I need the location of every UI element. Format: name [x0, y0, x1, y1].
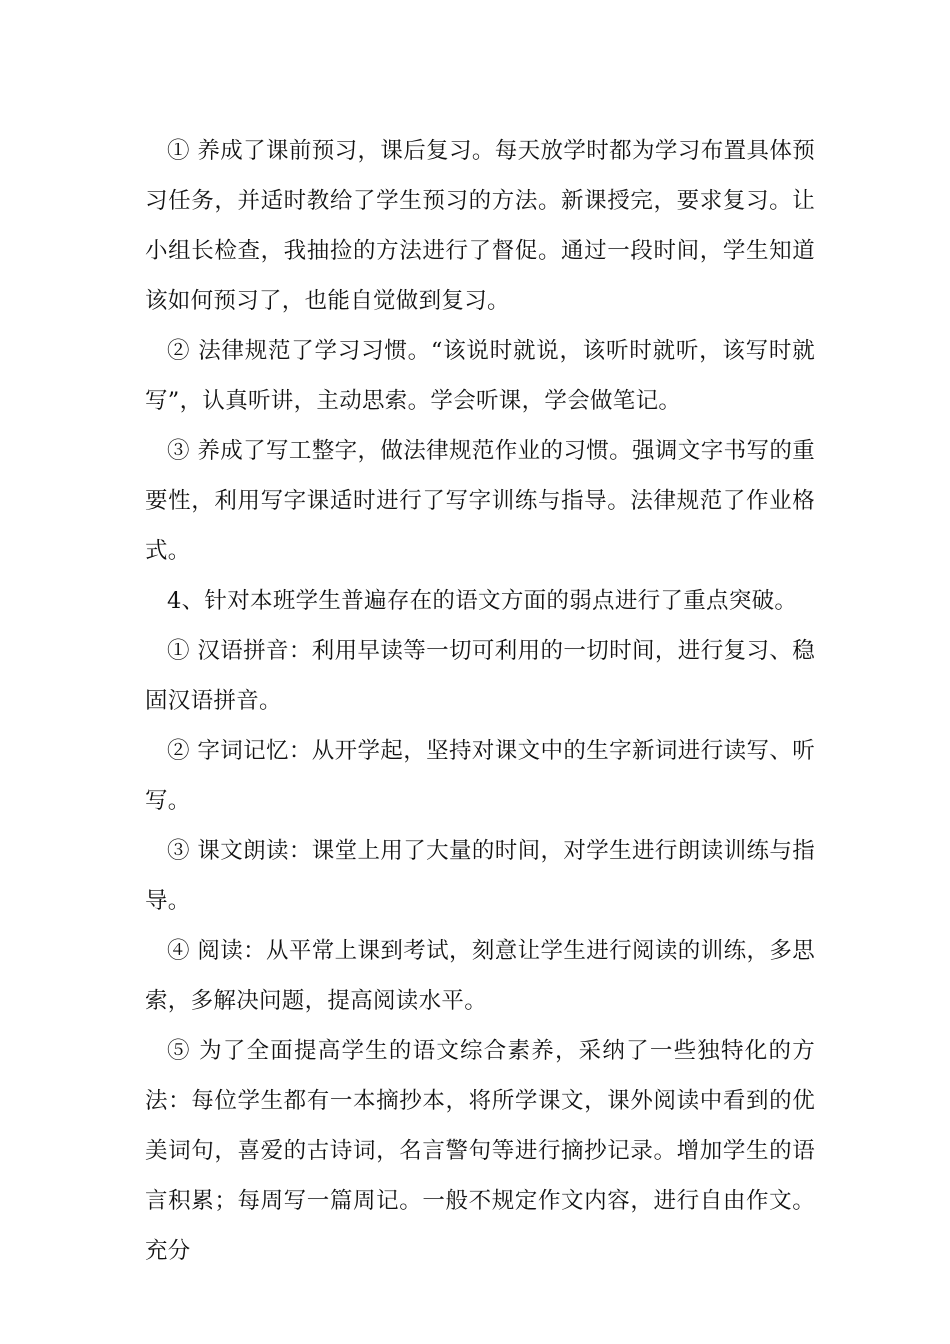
paragraph-literacy: ⑤ 为了全面提高学生的语文综合素养，采纳了一些独特化的方法：每位学生都有一本摘抄本，将所学课文，课外阅读中看到的优美词句，喜爱的古诗词，名言警句等进行摘抄记录。增加学生的语言积累；每周写一篇周记。一般不规定作文内容，进行自由作文。充分	[145, 1038, 815, 1264]
paragraph-vocabulary: ② 字词记忆：从开学起，坚持对课文中的生字新词进行读写、听写。	[145, 738, 815, 814]
paragraph-habit-preview-review: ① 养成了课前预习，课后复习。每天放学时都为学习布置具体预习任务，并适时教给了学生预习的方法。新课授完，要求复习。让小组长检查，我抽捡的方法进行了督促。通过一段时间，学生知道该如何预习了，也能自觉做到复习。	[145, 138, 815, 314]
paragraph-reading: ④ 阅读：从平常上课到考试，刻意让学生进行阅读的训练，多思索，多解决问题，提高阅读水平。	[145, 938, 815, 1014]
paragraph-pinyin: ① 汉语拼音：利用早读等一切可利用的一切时间，进行复习、稳固汉语拼音。	[145, 638, 815, 714]
paragraph-handwriting: ③ 养成了写工整字，做法律规范作业的习惯。强调文字书写的重要性，利用写字课适时进行了写字训练与指导。法律规范了作业格式。	[145, 438, 815, 564]
paragraph-study-habits: ② 法律规范了学习习惯。“该说时就说，该听时就听，该写时就写”，认真听讲，主动思索。学会听课，学会做笔记。	[145, 338, 815, 414]
paragraph-section-4-heading: 4、针对本班学生普遍存在的语文方面的弱点进行了重点突破。	[167, 588, 798, 614]
paragraph-reading-aloud: ③ 课文朗读：课堂上用了大量的时间，对学生进行朗读训练与指导。	[145, 838, 815, 914]
document-body	[145, 126, 815, 1276]
